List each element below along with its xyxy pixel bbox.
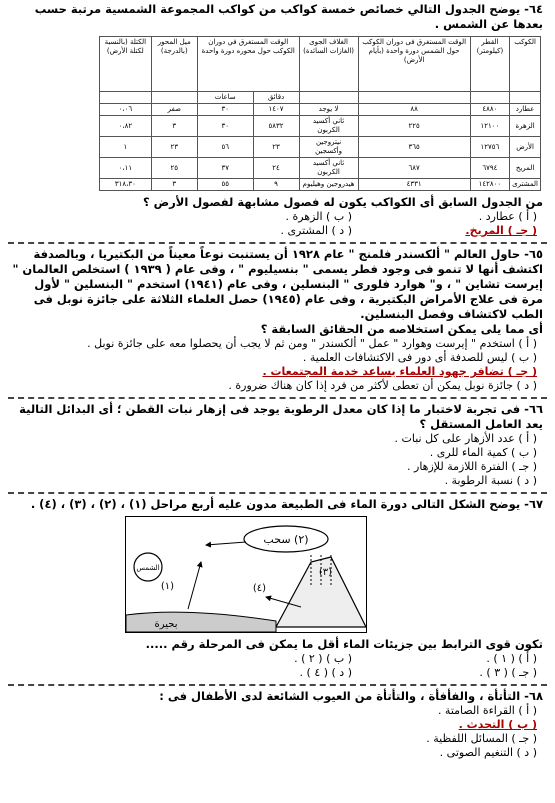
- table-header-row: [100, 37, 541, 92]
- table-cell: الأرض: [510, 137, 541, 158]
- table-cell: ١٢١٠٠: [470, 116, 510, 137]
- table-row: [100, 137, 541, 158]
- table-cell: ٣٠: [197, 104, 253, 116]
- table-header: القطر (كيلومتر): [470, 37, 510, 92]
- table-cell: ٢٢٥: [358, 116, 470, 137]
- table-cell: ٤٨٨٠: [470, 104, 510, 116]
- option-d[interactable]: ( د ) نسبة الرطوبة .: [444, 474, 537, 487]
- table-cell: ٠،٨٢: [100, 116, 152, 137]
- table-subheader: دقائق: [253, 92, 299, 104]
- cloud-label: (٢) سحب: [263, 533, 309, 546]
- question-64-prompt: من الجدول السابق أى الكواكب يكون له فصول مشابهة لفصول الأرض ؟: [142, 195, 543, 209]
- table-cell: ٦٧٩٤: [470, 158, 510, 179]
- water-cycle-diagram: [125, 516, 367, 633]
- question-66-text: ٦٦- فى تجربة لاختبار ما إذا كان معدل الرطوبة يوجد فى إزهار نبات القطن ؛ أى البدائل التالية يعد العامل المستقل ؟: [19, 402, 543, 431]
- question-67-prompt: تكون قوى الترابط بين جزيئات الماء أقل ما يمكن فى المرحلة رقم .....: [145, 637, 543, 651]
- question-67-text: ٦٧- يوضح الشكل التالى دورة الماء فى الطبيعة مدون عليه أربع مراحل (١) ، (٢) ، (٣) ، (٤) .: [30, 497, 543, 511]
- table-row: [100, 116, 541, 137]
- table-cell: ٥٦: [197, 137, 253, 158]
- table-cell: ٠،١١: [100, 158, 152, 179]
- table-cell: ٥٨٣٢: [253, 116, 299, 137]
- question-68-text: ٦٨- التأتأة ، والفأفأة ، والتأتأة من العيوب الشائعة لدى الأطفال فى :: [159, 689, 543, 703]
- wind-arrow: [206, 542, 246, 545]
- table-cell: الزهرة: [510, 116, 541, 137]
- stage-3-label: (٣): [318, 567, 332, 578]
- table-cell: ٢٣: [253, 137, 299, 158]
- lake-label: بحيرة: [154, 619, 178, 630]
- option-a[interactable]: ( أ ) استخدم " إيرست وهوارد " عمل " ألكسندر " ومن ثم لا يجب أن يحصلوا معه على جائزة نوبل .: [87, 337, 537, 350]
- option-b[interactable]: ( ب ) ليس للصدفة أى دور فى الاكتشافات العلمية .: [302, 351, 537, 364]
- option-d[interactable]: ( د ) المشترى .: [280, 224, 352, 237]
- table-header: الكتلة (بالنسبة لكتلة الأرض): [100, 37, 152, 92]
- question-65-text: ٦٥- حاول العالم " ألكسندر فلمنج " عام ١٩٢٨ أن يستنبت نوعاً معيناً من البكتيريا ، وبالصدفة اكتشف أنها لا تنمو فى وجود فطر يسمى " بنسيليوم " ، وفى عام ( ١٩٣٩ ) استخلص العالمان " إيرست تشاين " ، و" هوارد فلورى " البنسلين ، وفى عام (١٩٤١) استخدم " البنسلين " لأول مرة فى علاج الأمراض البكتيرية ، وفى عام (١٩٤٥) حصل العلماء الثلاثة على جائزة نوبل فى الطب لاكتشاف وفصل البنسلين.: [12, 247, 543, 321]
- table-cell: صفر: [151, 104, 197, 116]
- option-d[interactable]: ( د ) ( ٤ ) .: [299, 666, 352, 679]
- table-cell: ١: [100, 137, 152, 158]
- table-row: [100, 104, 541, 116]
- option-c[interactable]: ( جـ ) الفترة اللازمة للإزهار .: [407, 460, 537, 473]
- option-a[interactable]: ( أ ) القراءة الصامتة .: [437, 704, 537, 717]
- table-cell: نيتروجين وأكسجين: [299, 137, 358, 158]
- table-cell: ٥٥: [197, 179, 253, 191]
- table-cell: ٣: [151, 116, 197, 137]
- option-a[interactable]: ( أ ) عطارد .: [478, 210, 537, 223]
- stage-4-label: (٤): [252, 583, 266, 594]
- evaporation-arrow: [188, 562, 201, 609]
- table-cell: ١٤٠٧: [253, 104, 299, 116]
- option-c-answer[interactable]: ( جـ ) تضافر جهود العلماء يساعد خدمة المجتمعات .: [262, 365, 537, 378]
- table-header: الغلاف الجوى (الغازات السائدة): [299, 37, 358, 92]
- table-cell: هيدروجين وهيليوم: [299, 179, 358, 191]
- table-cell: المريخ: [510, 158, 541, 179]
- table-cell: ٢٣: [151, 137, 197, 158]
- table-cell: ٩: [253, 179, 299, 191]
- table-row: [100, 179, 541, 191]
- option-a[interactable]: ( أ ) عدد الأزهار على كل نبات .: [394, 432, 537, 445]
- option-d[interactable]: ( د ) التنغيم الصوتى .: [439, 746, 537, 759]
- divider: [8, 242, 547, 244]
- table-cell: عطارد: [510, 104, 541, 116]
- option-b-answer[interactable]: ( ب ) التحدث .: [458, 718, 537, 731]
- table-header: الوقت المستغرق فى دوران الكوكب حول الشمس دورة واحدة (بأيام الأرض): [358, 37, 470, 92]
- table-cell: ٨٨: [358, 104, 470, 116]
- table-cell: ٣١٨،٣٠: [100, 179, 152, 191]
- table-cell: ٢٥: [151, 158, 197, 179]
- option-c[interactable]: ( جـ ) المسائل اللفظية .: [426, 732, 537, 745]
- question-65-prompt: أى مما يلى يمكن استخلاصه من الحقائق السابقة ؟: [260, 322, 543, 336]
- table-cell: ١٤٢٨٠٠: [470, 179, 510, 191]
- planets-table: [99, 36, 541, 191]
- table-cell: ثاني أكسيد الكربون: [299, 116, 358, 137]
- table-cell: ٣: [151, 179, 197, 191]
- table-cell: المشترى: [510, 179, 541, 191]
- table-cell: ٠،٠٦: [100, 104, 152, 116]
- table-header: الوقت المستغرق في دوران الكوكب حول محوره دورة واحدة: [197, 37, 299, 92]
- table-header: ميل المحور (بالدرجة): [151, 37, 197, 92]
- option-b[interactable]: ( ب ) كمية الماء للرى .: [429, 446, 537, 459]
- divider: [8, 684, 547, 686]
- option-c-answer[interactable]: ( جـ ) المريخ.: [465, 224, 537, 237]
- table-cell: ٣٧: [197, 158, 253, 179]
- table-cell: ٤٣٣١: [358, 179, 470, 191]
- table-cell: ١٢٧٥٦: [470, 137, 510, 158]
- table-row: [100, 158, 541, 179]
- option-b[interactable]: ( ب ) ( ٢ ) .: [294, 652, 352, 665]
- lake-icon: [126, 612, 276, 632]
- table-cell: ٢٤: [253, 158, 299, 179]
- table-cell: ٦٨٧: [358, 158, 470, 179]
- option-b[interactable]: ( ب ) الزهرة .: [285, 210, 352, 223]
- table-cell: ثاني أكسيد الكربون: [299, 158, 358, 179]
- table-cell: لا يوجد: [299, 104, 358, 116]
- divider: [8, 492, 547, 494]
- table-subheader-row: [100, 92, 541, 104]
- option-c[interactable]: ( جـ ) ( ٣ ) .: [479, 666, 537, 679]
- question-64-text: ٦٤- يوضح الجدول التالي خصائص خمسة كواكب من كواكب المجموعة الشمسية مرتبة حسب بعدها عن الشمس .: [34, 2, 543, 31]
- table-cell: ٣٦٥: [358, 137, 470, 158]
- water-cycle-svg: [126, 517, 366, 632]
- table-header: الكوكب: [510, 37, 541, 92]
- table-cell: ٣٠: [197, 116, 253, 137]
- option-a[interactable]: ( أ ) ( ١ ) .: [486, 652, 537, 665]
- option-d[interactable]: ( د ) جائزة نوبل يمكن أن تعطى لأكثر من فرد إذا كان هناك ضرورة .: [228, 379, 537, 392]
- divider: [8, 397, 547, 399]
- table-subheader: ساعات: [197, 92, 253, 104]
- sun-label: الشمس: [136, 564, 160, 572]
- exam-page: [8, 2, 547, 760]
- stage-1-label: (١): [160, 581, 174, 592]
